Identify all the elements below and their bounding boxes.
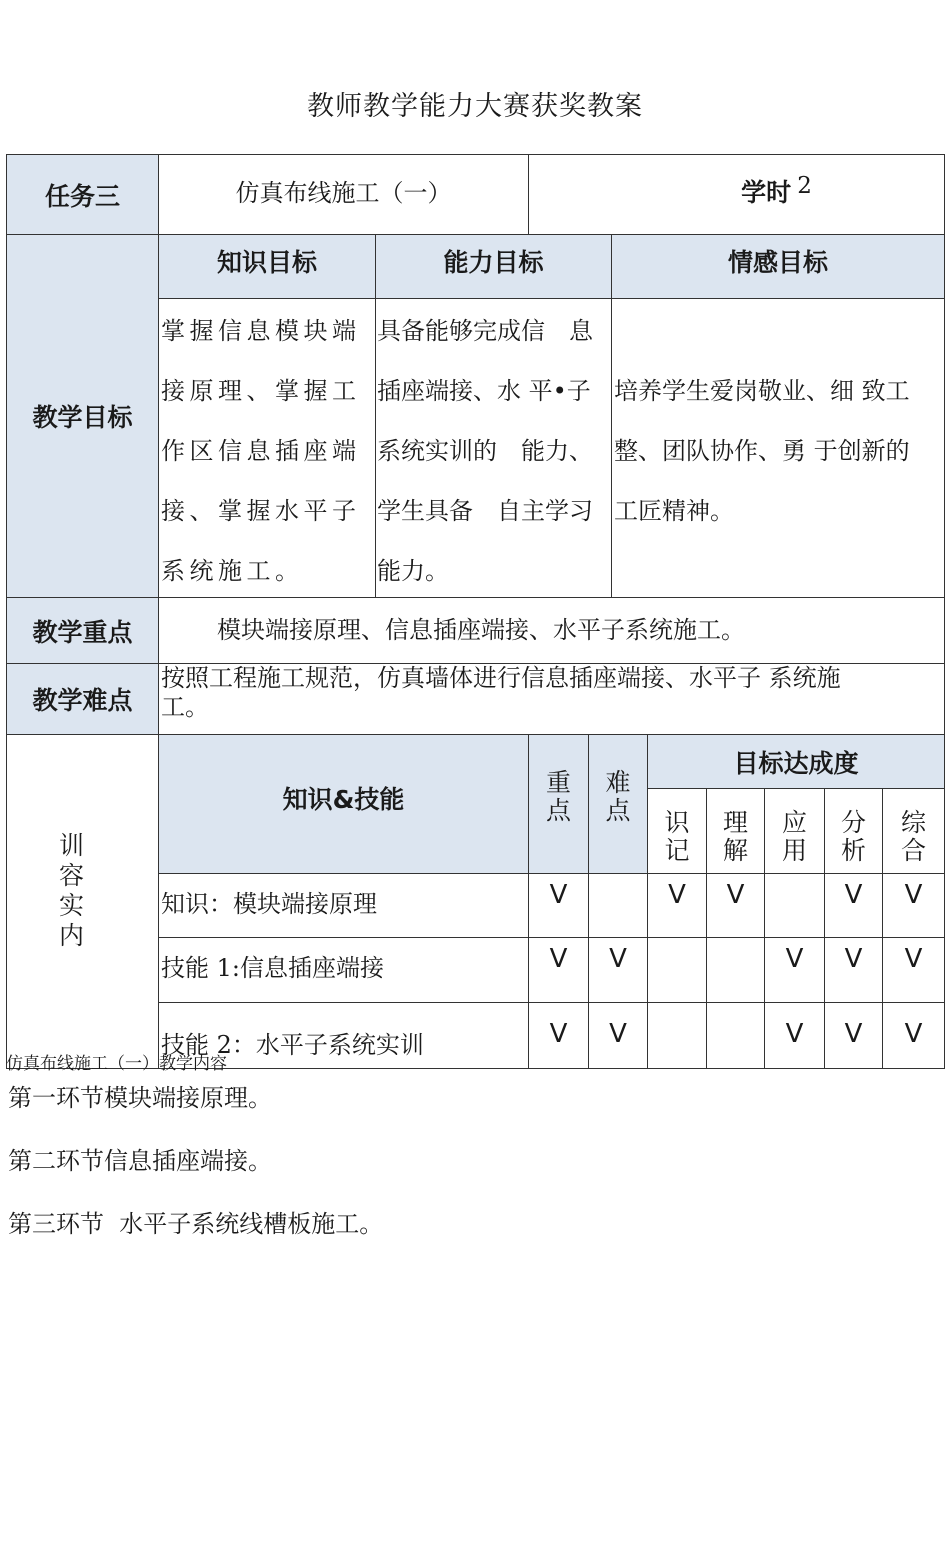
- content-check-cell: [706, 937, 765, 1003]
- content-check-cell: [764, 937, 825, 1003]
- goal-col-char: 综: [900, 808, 926, 837]
- content-label-char: 实: [59, 891, 85, 920]
- check-mark: V: [609, 1019, 627, 1049]
- difficulties-label: 教学难点: [32, 686, 133, 715]
- goal-col-recall: [647, 788, 707, 874]
- difficulties-cell: [158, 663, 945, 735]
- section-line: 第二环节信息插座端接。: [8, 1147, 272, 1175]
- header-goal: 目标达成度: [733, 748, 859, 778]
- content-check-cell: [824, 1002, 883, 1069]
- goal-col-understand: [706, 788, 765, 874]
- goal-col-char: 记: [664, 836, 690, 865]
- content-check-cell: [647, 1002, 707, 1069]
- goal-col-char: 合: [900, 836, 926, 865]
- header-diff-char: 点: [605, 796, 631, 825]
- header-skill: 知识&技能: [282, 785, 405, 814]
- check-mark: V: [844, 1019, 863, 1049]
- emotion-line: 培养学生爱岗敬业、细 致工: [614, 377, 910, 405]
- content-check-cell: [824, 937, 883, 1003]
- task-label-cell: [6, 154, 159, 235]
- content-label-cell: [6, 734, 159, 1069]
- check-mark: V: [549, 880, 568, 910]
- objective-header-ability: [375, 234, 612, 299]
- goal-col-char: 析: [840, 836, 866, 865]
- emotion-line: 工匠精神。: [614, 497, 734, 525]
- content-label-char: 容: [59, 861, 85, 890]
- check-mark: V: [904, 944, 923, 974]
- content-check-cell: [528, 937, 589, 1003]
- content-check-cell: [588, 873, 648, 938]
- difficulties-text-cont: 工。: [161, 693, 209, 721]
- objective-knowledge-cell: [158, 298, 376, 598]
- check-mark: V: [785, 944, 804, 974]
- check-mark: V: [904, 880, 923, 910]
- check-mark: V: [549, 944, 568, 974]
- knowledge-line: 掌握信息模块端: [161, 317, 361, 345]
- ability-line: 学生具备 自主学习: [377, 497, 593, 525]
- check-mark: V: [785, 1019, 804, 1049]
- content-row-name-cell: [158, 937, 529, 1003]
- goal-col-char: 分: [840, 808, 866, 837]
- content-check-cell: [764, 873, 825, 938]
- header-knowledge: 知识目标: [216, 248, 317, 277]
- knowledge-line: 接原理、掌握工: [161, 377, 361, 405]
- check-mark: V: [844, 880, 863, 910]
- content-header-goal: [647, 734, 945, 789]
- header-key-char: 点: [545, 796, 571, 825]
- content-check-cell: [882, 937, 945, 1003]
- content-check-cell: [588, 1002, 648, 1069]
- goal-col-char: 应: [781, 808, 807, 837]
- content-header-difficulty: [588, 734, 648, 874]
- task-hours-cell: [528, 154, 945, 235]
- content-row-name-cell: [158, 873, 529, 938]
- header-emotion: 情感目标: [727, 248, 828, 277]
- content-row-name: 技能 1:信息插座端接: [161, 954, 384, 982]
- goal-col-char: 用: [781, 836, 807, 865]
- header-key-char: 重: [545, 768, 571, 797]
- objectives-label: 教学目标: [32, 403, 133, 432]
- key-points-cell: [158, 597, 945, 664]
- check-mark: V: [726, 880, 745, 910]
- check-mark: V: [904, 1019, 923, 1049]
- key-points-text: 模块端接原理、信息插座端接、水平子系统施工。: [217, 616, 745, 644]
- objectives-label-cell: [6, 234, 159, 598]
- content-row-name: 知识：模块端接原理: [161, 890, 377, 918]
- goal-col-synthesize: [882, 788, 945, 874]
- content-check-cell: [528, 1002, 589, 1069]
- content-row-name: 技能 2：水平子系统实训: [161, 1031, 424, 1059]
- content-check-cell: [706, 1002, 765, 1069]
- objective-header-knowledge: [158, 234, 376, 299]
- check-mark: V: [549, 1019, 568, 1049]
- document-title: 教师教学能力大赛获奖教案: [307, 91, 643, 122]
- content-check-cell: [824, 873, 883, 938]
- goal-col-char: 解: [722, 836, 748, 865]
- content-check-cell: [647, 937, 707, 1003]
- task-name: 仿真布线施工（一）: [235, 179, 452, 207]
- content-label-char: 内: [59, 921, 85, 950]
- check-mark: V: [609, 944, 627, 974]
- content-check-cell: [647, 873, 707, 938]
- emotion-line: 整、团队协作、勇 于创新的: [614, 437, 910, 465]
- objective-emotion-cell: [611, 298, 945, 598]
- objective-ability-cell: [375, 298, 612, 598]
- content-header-skill: [158, 734, 529, 874]
- hours-value: 2: [797, 173, 812, 199]
- key-points-label: 教学重点: [32, 617, 133, 647]
- knowledge-line: 系统施工。: [161, 557, 304, 585]
- content-check-cell: [528, 873, 589, 938]
- content-label-char: 训: [59, 831, 85, 860]
- section-line: 第三环节 水平子系统线槽板施工。: [8, 1210, 384, 1238]
- knowledge-line: 接、掌握水平子: [161, 497, 361, 525]
- task-label: 任务三: [44, 181, 120, 211]
- content-check-cell: [882, 1002, 945, 1069]
- difficulties-text: 按照工程施工规范，仿真墙体进行信息插座端接、水平子 系统施: [161, 664, 841, 692]
- task-name-cell: [158, 154, 529, 235]
- goal-col-char: 识: [664, 808, 690, 837]
- content-header-key: [528, 734, 589, 874]
- content-check-cell: [882, 873, 945, 938]
- ability-line: 插座端接、水 平•子: [377, 377, 591, 405]
- ability-line: 系统实训的 能力、: [377, 437, 593, 465]
- objective-header-emotion: [611, 234, 945, 299]
- header-ability: 能力目标: [443, 248, 544, 277]
- knowledge-line: 作区信息插座端: [161, 437, 361, 465]
- check-mark: V: [844, 944, 863, 974]
- ability-line: 能力。: [377, 557, 449, 585]
- content-check-cell: [706, 873, 765, 938]
- ability-line: 具备能够完成信 息: [377, 317, 593, 345]
- goal-col-analyze: [824, 788, 883, 874]
- section-line: 第一环节模块端接原理。: [8, 1084, 272, 1112]
- hours-label: 学时: [741, 178, 792, 207]
- goal-col-apply: [764, 788, 825, 874]
- content-check-cell: [588, 937, 648, 1003]
- content-check-cell: [764, 1002, 825, 1069]
- goal-col-char: 理: [722, 808, 748, 837]
- key-points-label-cell: [6, 597, 159, 664]
- check-mark: V: [668, 880, 686, 910]
- header-diff-char: 难: [605, 768, 631, 797]
- footer-caption: 仿真布线施工（一）教学内容: [6, 1054, 227, 1074]
- difficulties-label-cell: [6, 663, 159, 735]
